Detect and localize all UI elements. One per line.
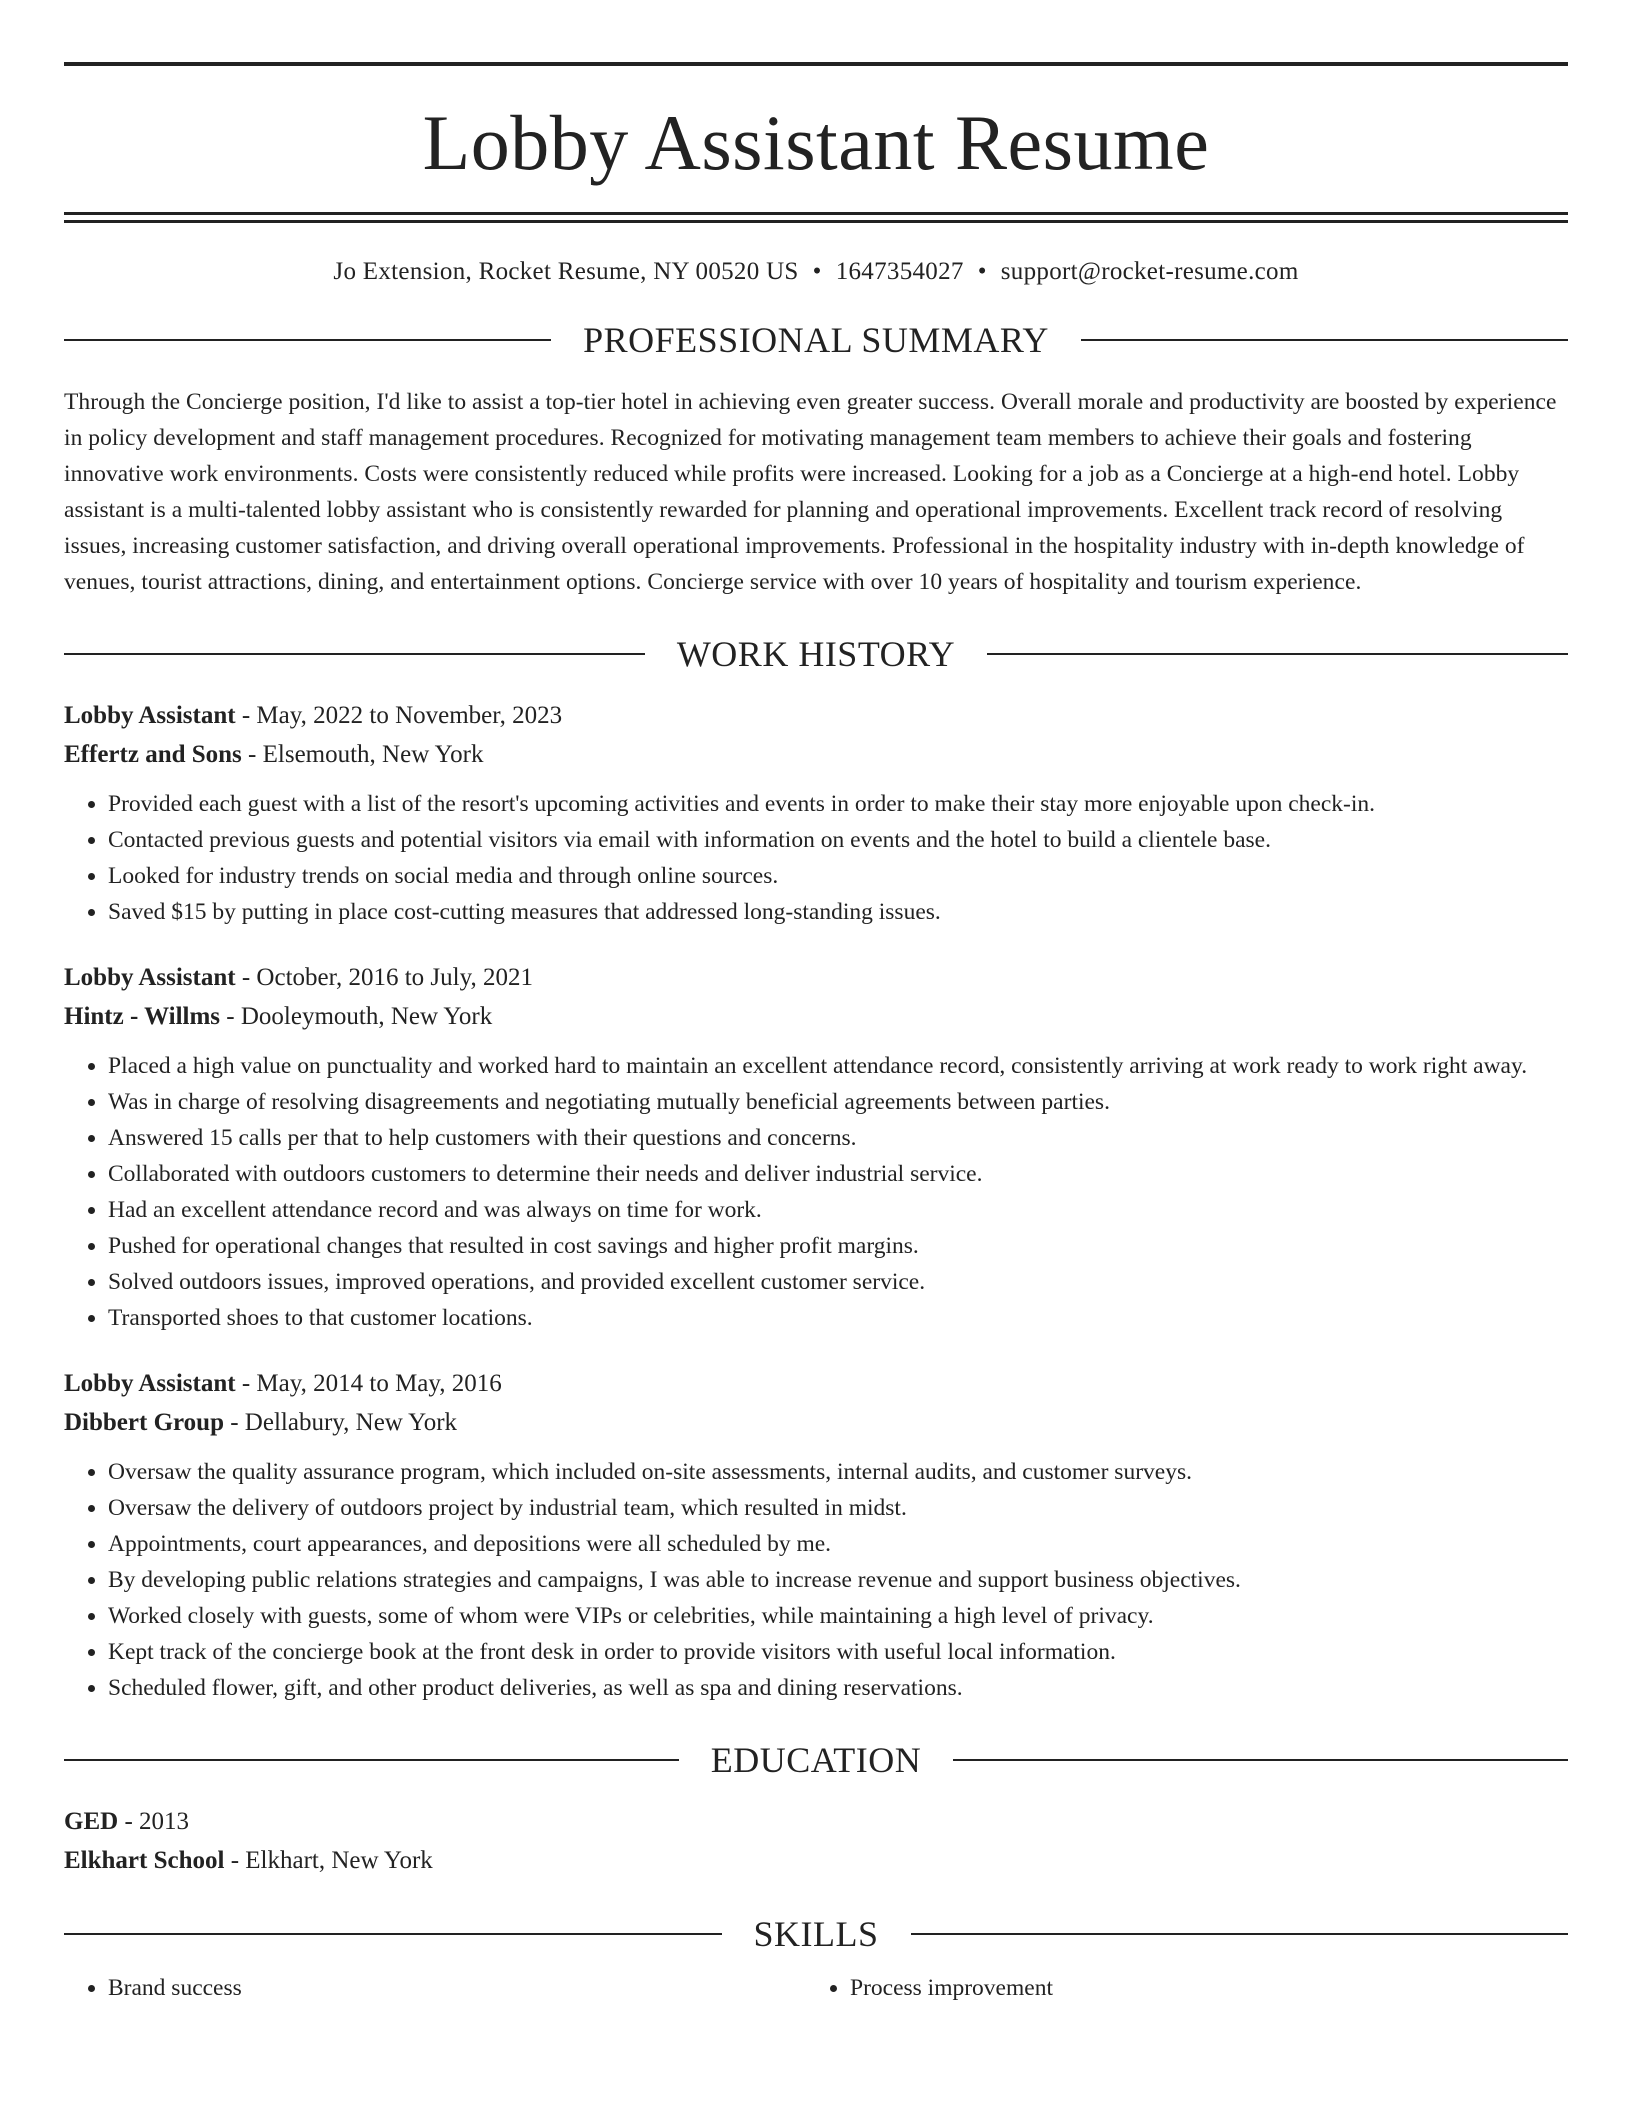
- job-title-line: [64, 958, 1568, 997]
- job-location: - Dooleymouth, New York: [220, 1003, 493, 1030]
- heading-rule: [987, 653, 1568, 655]
- contact-line: [64, 258, 1568, 286]
- education-year: - 2013: [118, 1808, 190, 1835]
- job-dates: - May, 2022 to November, 2023: [235, 702, 563, 729]
- job-bullets: [64, 786, 1568, 930]
- summary-text: Through the Concierge position, I'd like to assist a top-tier hotel in achieving even greater success. Overall morale and productivity are boosted by experience in policy development and staff management procedures. Recognized for motivating management team members to achieve their goals and fostering innovative work environments. Costs were consistently reduced while profits were increased. Looking for a job as a Concierge at a high-end hotel. Lobby assistant is a multi-talented lobby assistant who is consistently rewarded for planning and operational improvements. Excellent track record of resolving issues, increasing customer satisfaction, and driving overall operational improvements. Professional in the hospitality industry with in-depth knowledge of venues, tourist attractions, dining, and entertainment options. Concierge service with over 10 years of hospitality and tourism experience.: [64, 389, 1557, 595]
- heading-rule: [911, 1933, 1569, 1935]
- section-title: EDUCATION: [710, 1740, 922, 1780]
- title-double-rule: [64, 212, 1568, 223]
- education-location: - Elkhart, New York: [224, 1847, 433, 1874]
- list-item: • Worked closely with guests, some of whom were VIPs or celebrities, while maintaining a high level of privacy.: [108, 1598, 1568, 1634]
- skills-column-left: [64, 1970, 806, 2006]
- job-company: Dibbert Group: [64, 1409, 224, 1436]
- list-item: • Had an excellent attendance record and was always on time for work.: [108, 1192, 1568, 1228]
- skills-list: [64, 1970, 1568, 2006]
- list-item: • Solved outdoors issues, improved operations, and provided excellent customer service.: [108, 1264, 1568, 1300]
- education-degree: GED: [64, 1808, 119, 1835]
- list-item: • Was in charge of resolving disagreements and negotiating mutually beneficial agreements between parties.: [108, 1084, 1568, 1120]
- contact-phone: 1647354027: [835, 258, 964, 285]
- job-title-line: [64, 696, 1568, 735]
- job-company-line: [64, 1403, 1568, 1442]
- job-dates: - May, 2014 to May, 2016: [235, 1370, 502, 1397]
- contact-address: Jo Extension, Rocket Resume, NY 00520 US: [333, 258, 799, 285]
- job-company-line: [64, 735, 1568, 774]
- list-item: • Looked for industry trends on social media and through online sources.: [108, 858, 1568, 894]
- job-company-line: [64, 997, 1568, 1036]
- job-bullets: [64, 1454, 1568, 1706]
- heading-rule: [64, 339, 551, 341]
- skills-column-right: [806, 1970, 1548, 2006]
- section-title: PROFESSIONAL SUMMARY: [583, 320, 1049, 360]
- resume-title: Lobby Assistant Resume: [422, 99, 1210, 186]
- job-title: Lobby Assistant: [64, 702, 236, 729]
- job-company: Hintz - Willms: [64, 1003, 221, 1030]
- education-school: Elkhart School: [64, 1847, 225, 1874]
- contact-separator: •: [812, 258, 822, 285]
- resume-page: [64, 62, 1568, 2006]
- skill-item: • Brand success: [108, 1970, 806, 2006]
- heading-rule: [64, 1933, 722, 1935]
- job-dates: - October, 2016 to July, 2021: [235, 964, 533, 991]
- job-entry: [64, 696, 1568, 930]
- section-title: SKILLS: [753, 1914, 879, 1954]
- list-item: • Pushed for operational changes that resulted in cost savings and higher profit margins.: [108, 1228, 1568, 1264]
- list-item: • Appointments, court appearances, and depositions were all scheduled by me.: [108, 1526, 1568, 1562]
- job-company: Effertz and Sons: [64, 741, 242, 768]
- section-heading-summary: [64, 322, 1568, 358]
- heading-rule: [953, 1759, 1568, 1761]
- list-item: • Scheduled flower, gift, and other product deliveries, as well as spa and dining reservations.: [108, 1670, 1568, 1706]
- job-title: Lobby Assistant: [64, 964, 236, 991]
- heading-rule: [1081, 339, 1568, 341]
- list-item: • Placed a high value on punctuality and worked hard to maintain an excellent attendance record, consistently arriving at work ready to work right away.: [108, 1048, 1568, 1084]
- job-bullets: [64, 1048, 1568, 1336]
- heading-rule: [64, 1759, 679, 1761]
- skill-item: • Process improvement: [850, 1970, 1548, 2006]
- job-entry: [64, 1364, 1568, 1706]
- list-item: • Provided each guest with a list of the resort's upcoming activities and events in order to make their stay more enjoyable upon check-in.: [108, 786, 1568, 822]
- heading-rule: [64, 653, 645, 655]
- contact-separator: •: [977, 258, 987, 285]
- education-degree-line: [64, 1802, 1568, 1841]
- contact-email: support@rocket-resume.com: [1000, 258, 1299, 285]
- list-item: • Oversaw the delivery of outdoors project by industrial team, which resulted in midst.: [108, 1490, 1568, 1526]
- section-heading-skills: [64, 1916, 1568, 1952]
- list-item: • Transported shoes to that customer locations.: [108, 1300, 1568, 1336]
- job-entry: [64, 958, 1568, 1336]
- section-heading-work: [64, 636, 1568, 672]
- list-item: • By developing public relations strategies and campaigns, I was able to increase revenue and support business objectives.: [108, 1562, 1568, 1598]
- section-heading-education: [64, 1742, 1568, 1778]
- job-location: - Elsemouth, New York: [241, 741, 484, 768]
- list-item: • Kept track of the concierge book at the front desk in order to provide visitors with useful local information.: [108, 1634, 1568, 1670]
- list-item: • Oversaw the quality assurance program, which included on-site assessments, internal audits, and customer surveys.: [108, 1454, 1568, 1490]
- job-location: - Dellabury, New York: [223, 1409, 458, 1436]
- top-rule: [64, 62, 1568, 66]
- section-title: WORK HISTORY: [676, 634, 956, 674]
- list-item: • Saved $15 by putting in place cost-cutting measures that addressed long-standing issues.: [108, 894, 1568, 930]
- list-item: • Contacted previous guests and potential visitors via email with information on events and the hotel to build a clientele base.: [108, 822, 1568, 858]
- education-school-line: [64, 1841, 1568, 1880]
- job-title: Lobby Assistant: [64, 1370, 236, 1397]
- job-title-line: [64, 1364, 1568, 1403]
- list-item: • Collaborated with outdoors customers to determine their needs and deliver industrial service.: [108, 1156, 1568, 1192]
- list-item: • Answered 15 calls per that to help customers with their questions and concerns.: [108, 1120, 1568, 1156]
- education-entry: [64, 1802, 1568, 1880]
